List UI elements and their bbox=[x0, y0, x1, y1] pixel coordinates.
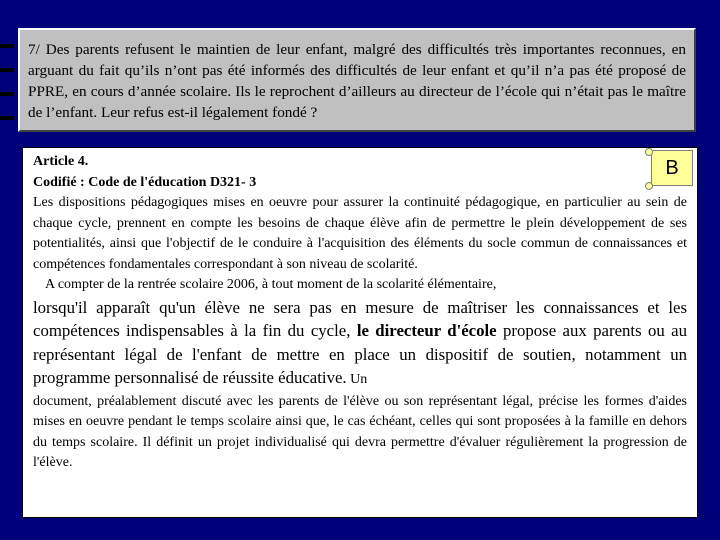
question-text: 7/ Des parents refusent le maintien de leur enfant, malgré des difficultés très importantes reconnues, en arguant du fait qu’ils n’ont pas été informés des difficultés de leur enfant et qu’il n’a pas été proposé de PPRE, en cours d’année scolaire. Ils le reprochent d’ailleurs au directeur de l’école qui n’était pas le maître de l’enfant. Leur refus est-il légalement fondé ? bbox=[28, 41, 686, 121]
article-paragraph-2-main bbox=[33, 296, 687, 392]
badge-label: B bbox=[665, 157, 679, 179]
article-paragraph-2-intro bbox=[33, 275, 687, 296]
article-paragraph-1: Les dispositions pédagogiques mises en oeuvre pour assurer la continuité pédagogique, en particulier au sein de chaque cycle, prennent en compte les besoins de chaque élève afin de permettre le plein développement de ses potentialités, ainsi que l'objectif de le conduire à l'acquisition des éléments du socle commun de connaissances et compétences fondamentales correspondant à son niveau de scolarité. bbox=[33, 195, 687, 272]
annotation-badge bbox=[651, 150, 693, 186]
paragraph-2-main-before: lorsqu'il apparaît qu'un élève ne sera pas en mesure de maîtriser les connaissances et les compétences indispensables à la fin du cycle, bbox=[33, 297, 687, 340]
question-box bbox=[18, 28, 696, 132]
directeur-highlight: le directeur d'école bbox=[356, 321, 497, 340]
edge-mark bbox=[0, 68, 14, 72]
paragraph-2-main-after: propose aux parents ou au représentant légal de l'enfant de mettre en place un dispositif de soutien, notamment un programme personnalisé de réussite éducative. bbox=[33, 321, 687, 387]
article-codified: Codifié : Code de l'éducation D321- 3 bbox=[33, 174, 257, 190]
badge-curl-icon bbox=[645, 148, 653, 156]
article-box bbox=[22, 147, 698, 518]
article-paragraph-2-rest: document, préalablement discuté avec les parents de l'élève ou son représentant légal, précise les formes d'aides mises en oeuvre pendant le temps scolaire ainsi que, le cas échéant, celles qui sont proposées à la famille en dehors du temps scolaire. Il définit un projet individualisé qui devra permettre d'évaluer régulièrement la progression de l'élève. bbox=[33, 393, 687, 470]
edge-mark bbox=[0, 92, 14, 96]
article-heading: Article 4. bbox=[33, 154, 89, 169]
edge-mark bbox=[0, 44, 14, 48]
edge-mark bbox=[0, 116, 14, 120]
paragraph-2-small-start: Un bbox=[346, 372, 368, 387]
badge-curl-icon bbox=[645, 182, 653, 190]
paragraph-2-intro-text: A compter de la rentrée scolaire 2006, à tout moment de la scolarité élémentaire, bbox=[45, 277, 497, 292]
